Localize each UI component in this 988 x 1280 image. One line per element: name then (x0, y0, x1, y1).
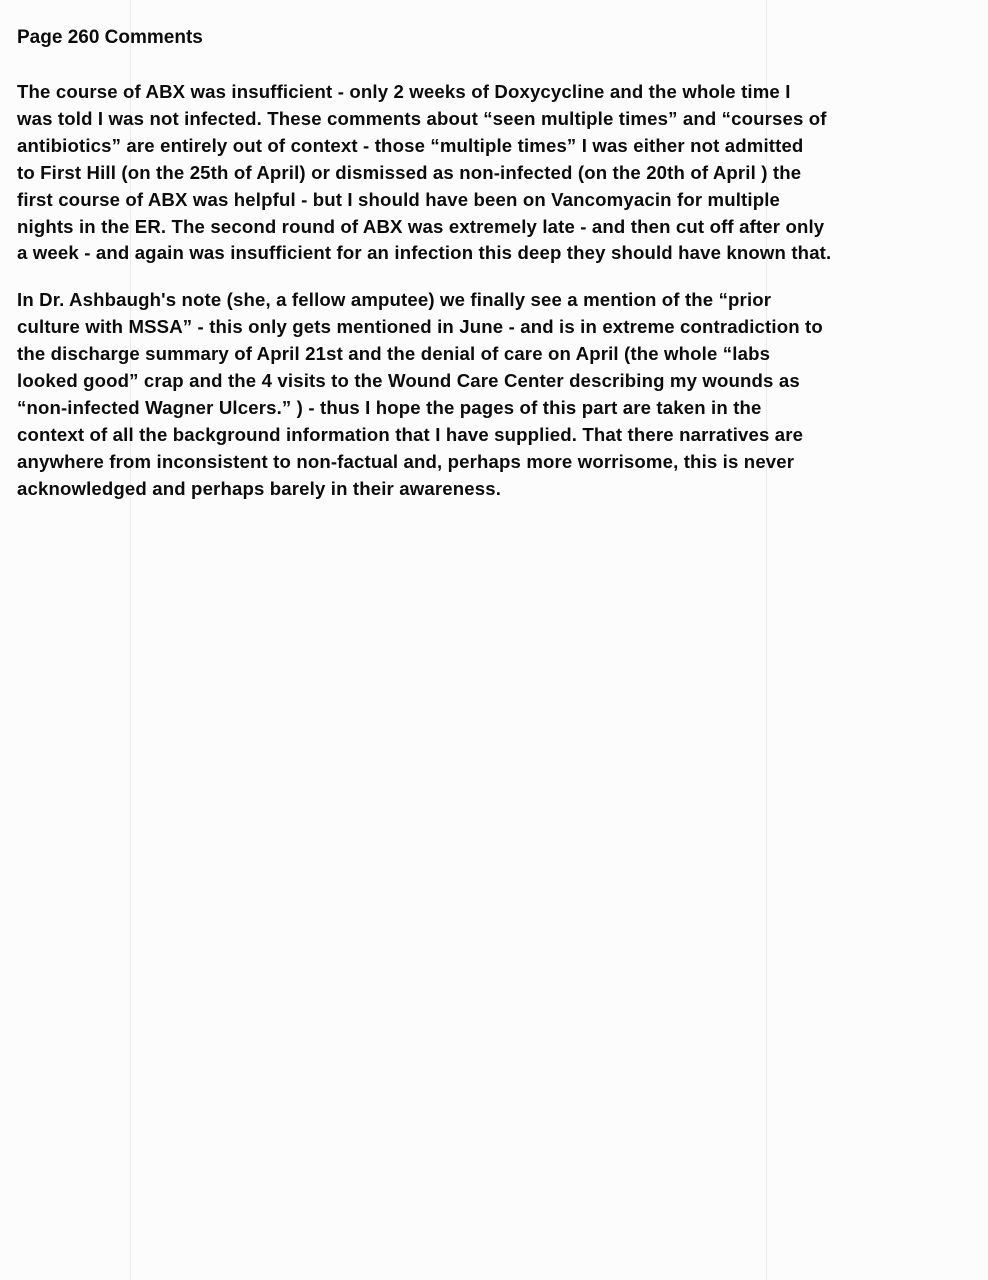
text-line: the discharge summary of April 21st and the denial of care on April (the whole “labs (17, 343, 771, 365)
paragraph-1 (17, 79, 977, 267)
text-line: The course of ABX was insufficient - only 2 weeks of Doxycycline and the whole time I (17, 81, 791, 102)
paragraph-2 (17, 287, 977, 502)
text-line: In Dr. Ashbaugh's note (she, a fellow amputee) we finally see a mention of the “prior (17, 289, 772, 311)
text-line: was told I was not infected. These comments about “seen multiple times” and “courses of (17, 107, 827, 129)
text-line: culture with MSSA” - this only gets mentioned in June - and is in extreme contradiction to (17, 316, 823, 338)
text-line: antibiotics” are entirely out of context - those “multiple times” I was either not admitted (17, 134, 804, 156)
page-heading: Page 260 Comments (17, 27, 203, 48)
text-line: to First Hill (on the 25th of April) or dismissed as non-infected (on the 20th of April ) the (17, 161, 802, 183)
text-line: acknowledged and perhaps barely in their awareness. (17, 477, 502, 499)
text-line: looked good” crap and the 4 visits to the Wound Care Center describing my wounds as (17, 370, 800, 392)
document-content (17, 25, 977, 523)
text-line: anywhere from inconsistent to non-factual and, perhaps more worrisome, this is never (17, 450, 795, 472)
text-line: first course of ABX was helpful - but I should have been on Vancomyacin for multiple (17, 188, 781, 210)
text-line: “non-infected Wagner Ulcers.” ) - thus I hope the pages of this part are taken in the (17, 396, 762, 418)
text-line: context of all the background information that I have supplied. That there narratives are (17, 423, 804, 445)
text-line: a week - and again was insufficient for an infection this deep they should have known that. (17, 242, 832, 264)
text-line: nights in the ER. The second round of ABX was extremely late - and then cut off after only (17, 215, 825, 237)
